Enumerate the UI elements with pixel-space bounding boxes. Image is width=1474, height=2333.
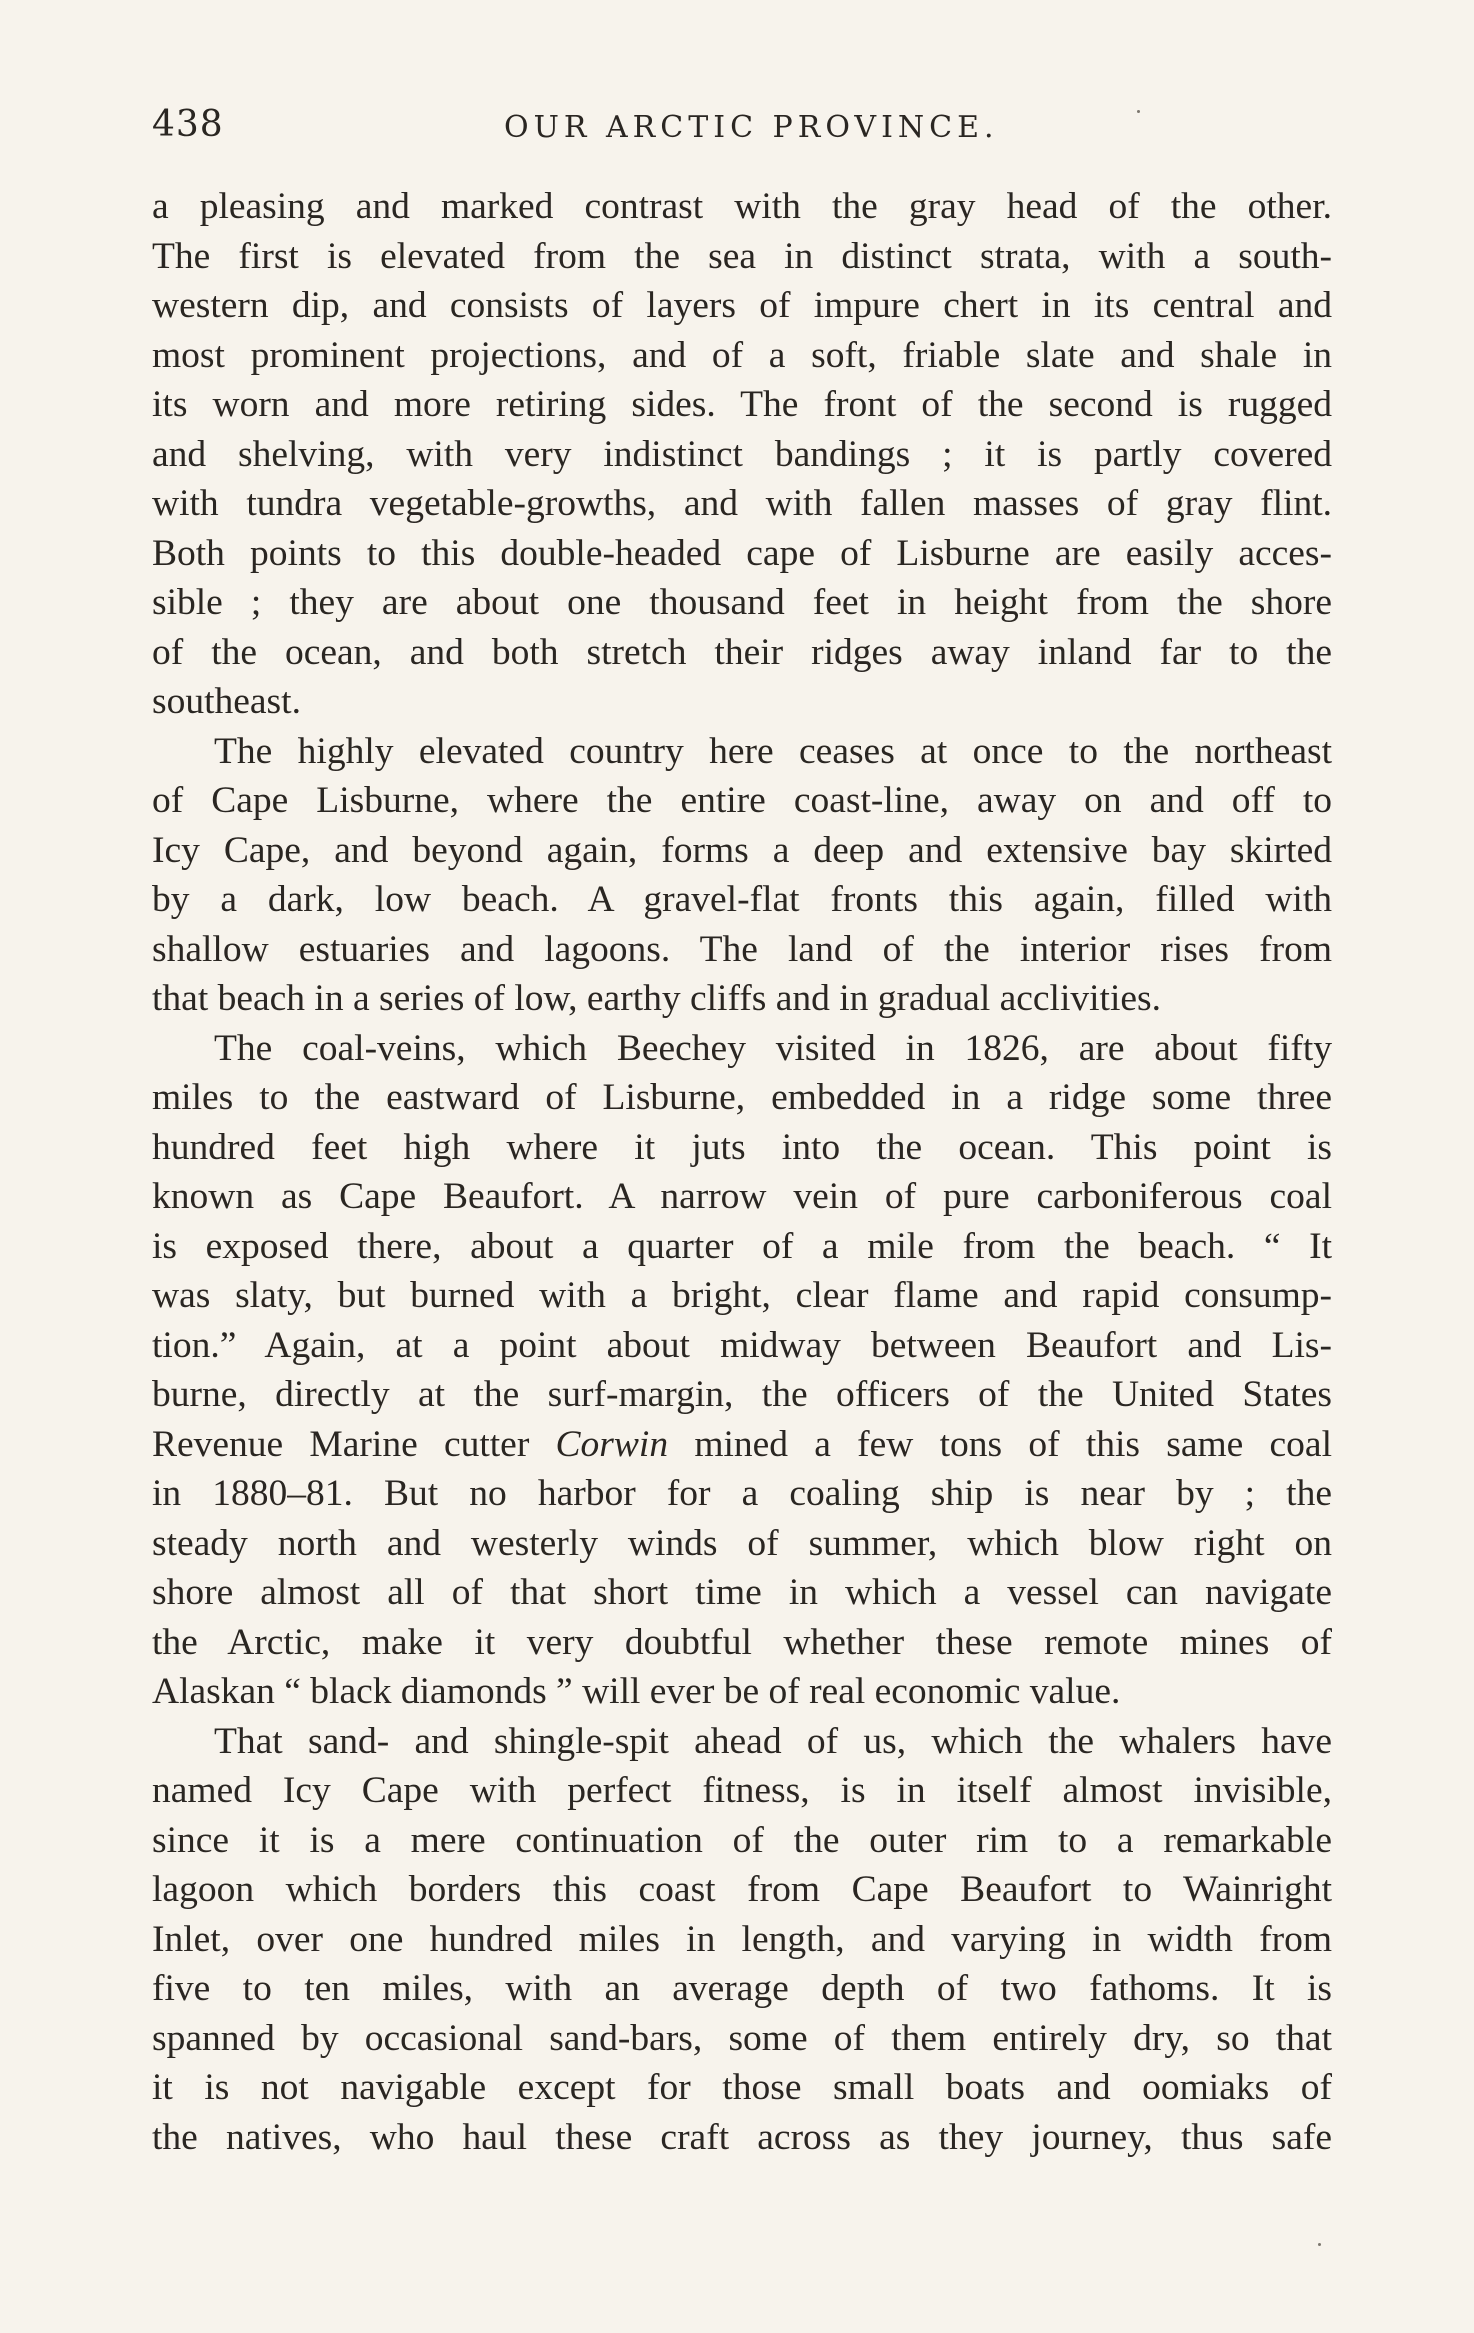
text-line: The coal-veins, which Beechey visited in 1826, are about fifty — [214, 1027, 1332, 1069]
text-line: spanned by occasional sand-bars, some of them entirely dry, so that — [152, 2017, 1332, 2059]
text-line: in 1880–81. But no harbor for a coaling ship is near by ; the — [152, 1473, 1332, 1514]
text-line: lagoon which borders this coast from Cape Beaufort to Wainright — [152, 1869, 1332, 1910]
text-line: The first is elevated from the sea in distinct strata, with a south- — [152, 235, 1332, 277]
text-line: shore almost all of that short time in which a vessel can navigate — [152, 1572, 1332, 1613]
text-line: southeast. — [152, 681, 301, 722]
text-line: steady north and westerly winds of summer, which blow right on — [152, 1522, 1332, 1564]
text-line: burne, directly at the surf-margin, the officers of the United States — [152, 1374, 1332, 1415]
text-line: The highly elevated country here ceases at once to the northeast — [214, 730, 1332, 772]
paragraph — [152, 182, 1332, 727]
text-line: the natives, who haul these craft across as they journey, thus safe — [152, 2116, 1332, 2158]
paragraph — [152, 1717, 1332, 2163]
text-line: named Icy Cape with perfect fitness, is in itself almost invisible, — [152, 1770, 1332, 1811]
text-line: it is not navigable except for those small boats and oomiaks of — [152, 2067, 1332, 2108]
paragraph — [152, 727, 1332, 1024]
text-line: sible ; they are about one thousand feet in height from the shore — [152, 582, 1332, 623]
text-line: by a dark, low beach. A gravel-flat fronts this again, filled with — [152, 879, 1332, 920]
text-line: since it is a mere continuation of the outer rim to a remarkable — [152, 1819, 1332, 1861]
text-line: Alaskan “ black diamonds ” will ever be of real economic value. — [152, 1671, 1121, 1712]
paragraph — [152, 1024, 1332, 1717]
text-line: of Cape Lisburne, where the entire coast-line, away on and off to — [152, 780, 1332, 821]
text-line: tion.” Again, at a point about midway between Beaufort and Lis- — [152, 1324, 1332, 1366]
text-line: western dip, and consists of layers of impure chert in its central and — [152, 285, 1332, 326]
text-line: its worn and more retiring sides. The front of the second is rugged — [152, 384, 1332, 425]
text-line: of the ocean, and both stretch their ridges away inland far to the — [152, 631, 1332, 673]
text-line: Both points to this double-headed cape of Lisburne are easily acces- — [152, 532, 1332, 574]
ship-name: Corwin — [555, 1423, 669, 1465]
running-title: OUR ARCTIC PROVINCE. — [504, 110, 999, 145]
text-line — [152, 1420, 1332, 1470]
text-line: most prominent projections, and of a soft, friable slate and shale in — [152, 334, 1332, 376]
text-line: with tundra vegetable-growths, and with fallen masses of gray flint. — [152, 483, 1332, 524]
text-run: mined a few tons of this same coal — [668, 1423, 1332, 1465]
text-line: shallow estuaries and lagoons. The land of the interior rises from — [152, 928, 1332, 970]
text-line: Icy Cape, and beyond again, forms a deep and extensive bay skirted — [152, 829, 1332, 871]
text-line: five to ten miles, with an average depth of two fathoms. It is — [152, 1968, 1332, 2009]
text-line: known as Cape Beaufort. A narrow vein of pure carboniferous coal — [152, 1176, 1332, 1217]
text-line: miles to the eastward of Lisburne, embedded in a ridge some three — [152, 1077, 1332, 1118]
text-line: hundred feet high where it juts into the ocean. This point is — [152, 1126, 1332, 1168]
body-text — [152, 182, 1332, 2162]
text-line: That sand- and shingle-spit ahead of us, which the whalers have — [214, 1720, 1332, 1762]
text-line: was slaty, but burned with a bright, clear flame and rapid consump- — [152, 1275, 1332, 1316]
text-run: Revenue Marine cutter — [152, 1423, 556, 1465]
text-line: is exposed there, about a quarter of a mile from the beach. “ It — [152, 1225, 1332, 1267]
text-line: Inlet, over one hundred miles in length, and varying in width from — [152, 1918, 1332, 1960]
text-line: that beach in a series of low, earthy cliffs and in gradual acclivities. — [152, 978, 1162, 1019]
running-header — [152, 104, 1332, 154]
text-line: and shelving, with very indistinct bandings ; it is partly covered — [152, 433, 1332, 475]
print-speck — [1318, 2243, 1321, 2246]
text-line: a pleasing and marked contrast with the gray head of the other. — [152, 186, 1332, 227]
print-speck — [1137, 110, 1140, 113]
text-line: the Arctic, make it very doubtful whether these remote mines of — [152, 1621, 1332, 1663]
page-number: 438 — [152, 104, 224, 145]
